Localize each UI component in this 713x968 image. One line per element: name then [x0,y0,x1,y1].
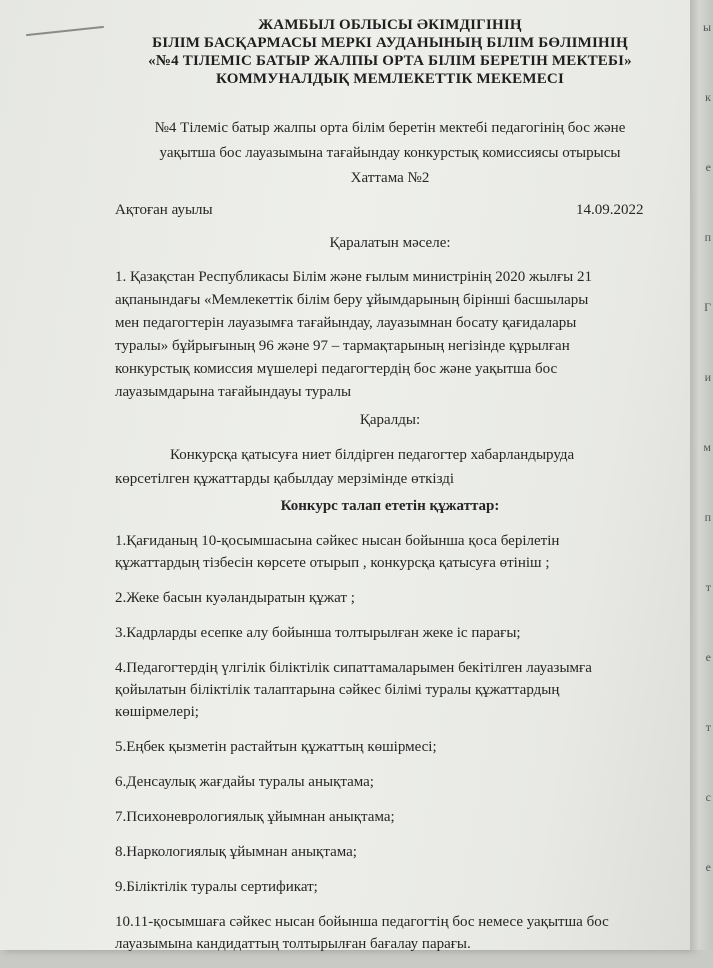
considered-text [115,443,680,491]
document-item-line: 4.Педагогтердің үлгілік біліктілік сипаттамаларымен бекітілген лауазымға [115,660,592,676]
document-item [115,657,685,723]
document-item-line: 3.Кадрларды есепке алу бойынша толтырылған жеке іс парағы; [115,625,521,641]
edge-fragment: Г [704,300,711,314]
document-item [115,771,685,793]
edge-fragment: п [704,510,711,524]
adjacent-page-edge [690,0,713,950]
document-header [110,16,670,88]
document-item-line: 6.Денсаулық жағдайы туралы анықтама; [115,774,374,790]
edge-fragment: п [704,230,711,244]
document-item [115,911,685,955]
edge-fragment: т [705,720,711,734]
document-item-line: құжаттардың тізбесін көрсете отырып , конкурсқа қатысуға өтініш ; [115,555,550,571]
agenda-title: Қаралатын мәселе: [329,235,451,251]
place-name: Ақтоған ауылы [115,202,213,218]
protocol-number: Хаттама №2 [350,170,430,186]
document-item-line: көшірмелері; [115,704,199,720]
document-item-line: лауазымына кандидаттың толтырылған бағалау парағы. [115,936,471,952]
document-item [115,622,685,644]
document-item [115,806,685,828]
edge-fragment: ы [702,20,711,34]
agenda-line: конкурстық комиссия мүшелері педагогтердің бос және уақытша бос [115,361,558,377]
document-item-line: 8.Наркологиялық ұйымнан анықтама; [115,844,357,860]
agenda-line: ақпанындағы «Мемлекеттік білім беру ұйымдарының бірінші басшылары [115,292,589,308]
edge-fragment: т [705,580,711,594]
header-line-1: ЖАМБЫЛ ОБЛЫСЫ ӘКІМДІГІНІҢ [258,17,522,33]
agenda-text [115,266,680,404]
commission-line-2: уақытша бос лауазымына тағайындау конкурстық комиссиясы отырысы [159,145,621,161]
document-item-line: 1.Қағиданың 10-қосымшасына сәйкес нысан бойынша қоса берілетін [115,533,560,549]
agenda-line: 1. Қазақстан Республикасы Білім және ғылым министрінің 2020 жылғы 21 [115,269,592,285]
document-item-line: 2.Жеке басын куәландыратын құжат ; [115,590,355,606]
header-line-2: БІЛІМ БАСҚАРМАСЫ МЕРКІ АУДАНЫНЫҢ БІЛІМ БӨЛІМІНІҢ [152,35,628,51]
agenda-line: туралы» бұйрығының 96 және 97 – тармақтарының негізінде құрылған [115,338,570,354]
document-item [115,841,685,863]
edge-fragment: е [705,650,711,664]
agenda-line: лауазымдарына тағайындауы туралы [115,384,352,400]
document-item [115,587,685,609]
edge-fragment: с [705,790,711,804]
documents-list [115,530,685,968]
document-item-line: 9.Біліктілік туралы сертификат; [115,879,318,895]
commission-line-1: №4 Тілеміс батыр жалпы орта білім беретін мектебі педагогінің бос және [154,120,626,136]
considered-line-2: көрсетілген құжаттарды қабылдау мерзімінде өткізді [115,471,455,487]
document-item [115,736,685,758]
considered-line-1: Конкурсқа қатысуға ниет білдірген педагогтер хабарландыруда [170,447,575,463]
commission-title [100,116,680,166]
considered-title: Қаралды: [359,412,421,428]
document-item-line: 10.11-қосымшаға сәйкес нысан бойынша педагогтің бос немесе уақытша бос [115,914,609,930]
document-item [115,530,685,574]
document-item-line: 7.Психоневрологиялық ұйымнан анықтама; [115,809,395,825]
edge-fragment: к [705,90,711,104]
documents-title: Конкурс талап ететін құжаттар: [280,498,500,514]
edge-fragment: и [704,370,711,384]
pen-mark [26,26,104,36]
edge-fragment: е [705,860,711,874]
header-line-3: «№4 ТІЛЕМІС БАТЫР ЖАЛПЫ ОРТА БІЛІМ БЕРЕТІН МЕКТЕБІ» [148,53,632,69]
document-item-line: 5.Еңбек қызметін растайтын құжаттың көшірмесі; [115,739,437,755]
agenda-line: мен педагогтерін лауазымға тағайындау, лауазымнан босату қағидалары [115,315,577,331]
edge-fragment: м [703,440,711,454]
document-item [115,876,685,898]
document-date: 14.09.2022 [576,202,644,218]
edge-fragment: е [705,160,711,174]
header-line-4: КОММУНАЛДЫҚ МЕМЛЕКЕТТІК МЕКЕМЕСІ [216,71,564,87]
document-item-line: қойылатын біліктілік талаптарына сәйкес білімі туралы құжаттардың [115,682,560,698]
